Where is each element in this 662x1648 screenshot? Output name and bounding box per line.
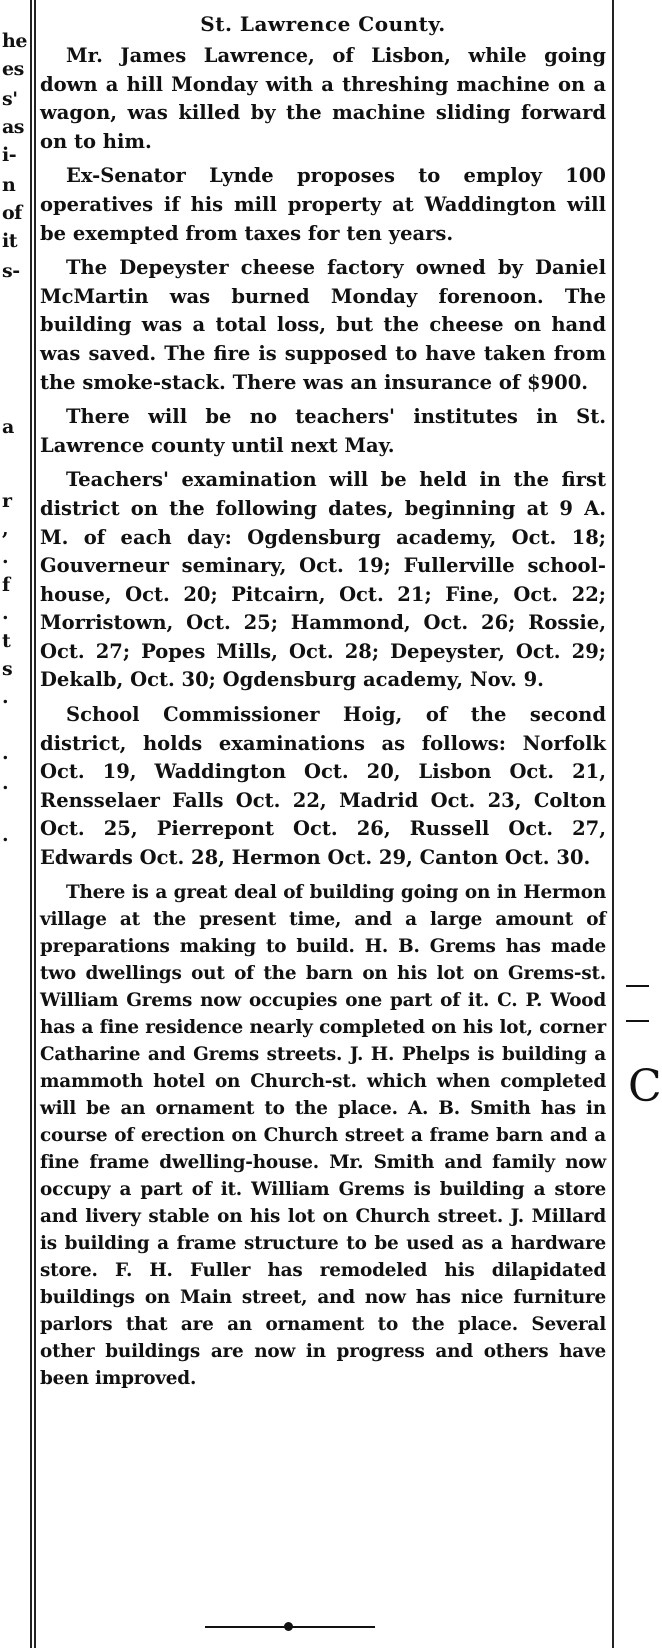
fragment: a bbox=[2, 416, 14, 438]
fragment: , bbox=[2, 518, 9, 540]
fragment: n bbox=[2, 174, 16, 196]
column-rule bbox=[612, 0, 614, 1648]
closing-ornament bbox=[284, 1622, 293, 1631]
adjacent-column-edge bbox=[618, 0, 662, 1648]
article-paragraph: School Commissioner Hoig, of the second district, holds examinations as follows: Norfolk Oct. 19, Waddington Oct. 20, Lisbon Oct. 21, Rensselaer Falls Oct. 22, Madrid Oct. 23, Colton Oct. 25, Pierrepont Oct. 26, Russell Oct. 27, Edwards Oct. 28, Hermon Oct. 29, Canton Oct. 30. bbox=[40, 703, 606, 870]
fragment: es bbox=[2, 58, 24, 80]
fragment: as bbox=[2, 116, 25, 138]
edge-dash bbox=[626, 985, 649, 987]
article-paragraph: There will be no teachers' institutes in St. Lawrence county until next May. bbox=[40, 405, 606, 457]
article-paragraph: Mr. James Lawrence, of Lisbon, while going down a hill Monday with a threshing machine on a wagon, was killed by the machine sliding forward on to him. bbox=[40, 44, 606, 153]
article-column bbox=[40, 10, 606, 1398]
fragment: i- bbox=[2, 144, 17, 166]
fragment: it bbox=[2, 230, 17, 252]
fragment: r bbox=[2, 490, 12, 512]
article-paragraph: Teachers' examination will be held in the first district on the following dates, beginning at 9 A. M. of each day: Ogdensburg academy, Oct. 18; Gouverneur seminary, Oct. 19; Fullerville school-house, Oct. 20; Pitcairn, Oct. 21; Fine, Oct. 22; Morristown, Oct. 25; Hammond, Oct. 26; Rossie, Oct. 27; Popes Mills, Oct. 28; Depeyster, Oct. 29; Dekalb, Oct. 30; Ogdensburg academy, Nov. 9. bbox=[40, 468, 606, 692]
fragment: . bbox=[2, 546, 9, 568]
column-rule bbox=[34, 0, 36, 1648]
article-paragraph: There is a great deal of building going on in Hermon village at the present time, and a large amount of preparations making to build. H. B. Grems has made two dwellings out of the barn on his lot on Grems-st. William Grems now occupies one part of it. C. P. Wood has a fine residence nearly completed on his lot, corner Catharine and Grems streets. J. H. Phelps is building a mammoth hotel on Church-st. which when completed will be an ornament to the place. A. B. Smith has in course of erection on Church street a frame barn and a fine frame dwelling-house. Mr. Smith and family now occupy a part of it. William Grems is building a store and livery stable on his lot on Church street. J. Millard is building a frame structure to be used as a hardware store. F. H. Fuller has remodeled his dilapidated buildings on Main street, and now has nice furniture parlors that are an ornament to the place. Several other buildings are now in progress and others have been improved. bbox=[40, 881, 606, 1389]
article-headline: St. Lawrence County. bbox=[200, 12, 446, 36]
fragment: . bbox=[2, 772, 9, 794]
column-rule bbox=[30, 0, 32, 1648]
fragment: . bbox=[2, 602, 9, 624]
article-paragraph: The Depeyster cheese factory owned by Daniel McMartin was burned Monday forenoon. The building was a total loss, but the cheese on hand was saved. The fire is supposed to have taken from the smoke-stack. There was an insurance of $900. bbox=[40, 256, 606, 394]
fragment: . bbox=[2, 742, 9, 764]
adjacent-column-fragments bbox=[0, 0, 30, 1648]
article-paragraph: Ex-Senator Lynde proposes to employ 100 operatives if his mill property at Waddington will be exempted from taxes for ten years. bbox=[40, 164, 606, 245]
fragment: of bbox=[2, 202, 22, 224]
edge-letter: C bbox=[628, 1061, 662, 1112]
fragment: . bbox=[2, 824, 9, 846]
fragment: s bbox=[2, 658, 13, 680]
edge-dash bbox=[626, 1020, 649, 1022]
fragment: s' bbox=[2, 88, 18, 110]
fragment: . bbox=[2, 686, 9, 708]
fragment: s- bbox=[2, 260, 20, 282]
fragment: t bbox=[2, 630, 11, 652]
fragment: f bbox=[2, 574, 10, 596]
fragment: he bbox=[2, 30, 27, 52]
